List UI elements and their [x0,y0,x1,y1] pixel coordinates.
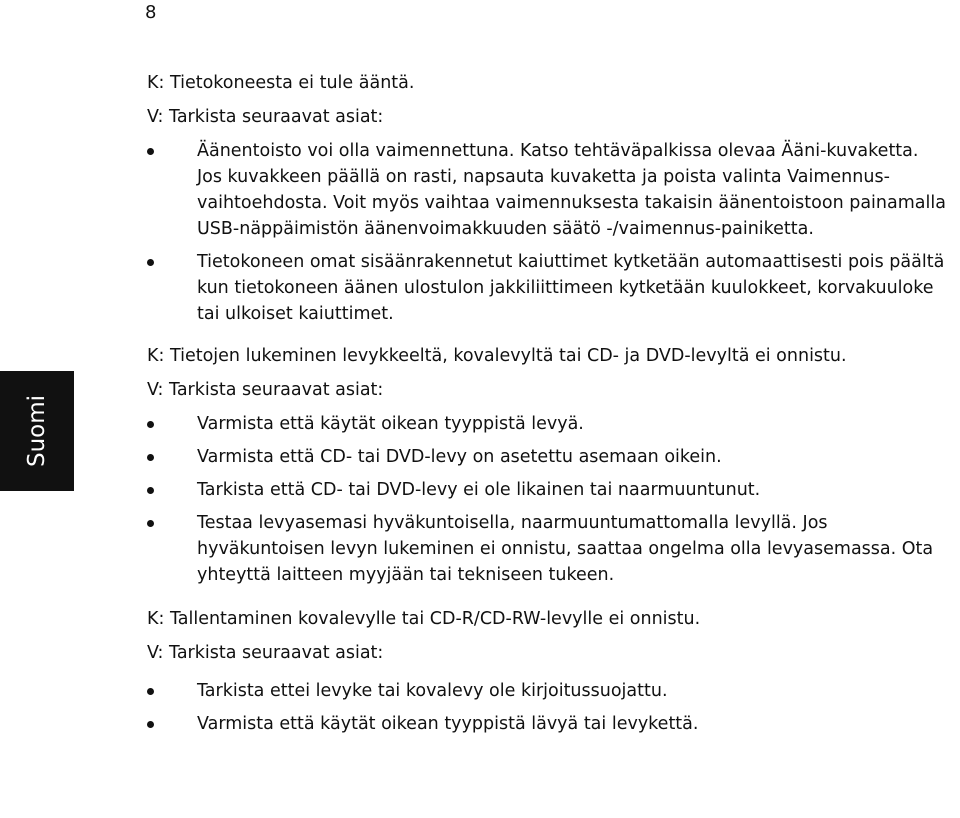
bullet-icon [147,454,154,461]
list-item-text: Testaa levyasemasi hyväkuntoisella, naarmuuntumattomalla levyllä. Jos hyväkuntoisen levyn lukeminen ei onnistu, saattaa ongelma olla levyasemassa. Ota yhteyttä laitteen myyjään tai tekniseen tukeen. [197,513,934,585]
bullet-list [147,138,947,327]
list-item [147,510,947,588]
list-item [147,411,947,437]
qa-section-sound [147,70,947,327]
list-item-text: Tietokoneen omat sisäänrakennetut kaiuttimet kytketään automaattisesti pois päältä kun tietokoneen äänen ulostulon jakkiliittimeen kytketään kuulokkeet, korvakuuloke tai ulkoiset kaiuttimet. [197,252,945,324]
bullet-icon [147,721,154,728]
list-item-text: Tarkista ettei levyke tai kovalevy ole kirjoitussuojattu. [197,681,668,701]
language-side-tab [0,371,74,491]
question [147,70,947,96]
bullet-list [147,411,947,588]
bullet-icon [147,520,154,527]
qa-section-disc-write [147,606,947,737]
bullet-icon [147,148,154,155]
answer [147,377,947,403]
list-item [147,711,947,737]
list-item-text: Varmista että CD- tai DVD-levy on asetettu asemaan oikein. [197,447,722,467]
question-prefix: K: [147,346,165,366]
question [147,606,947,632]
answer-text: Tarkista seuraavat asiat: [169,643,384,663]
answer-prefix: V: [147,107,164,127]
answer [147,104,947,130]
bullet-icon [147,421,154,428]
answer-prefix: V: [147,643,164,663]
list-item-text: Varmista että käytät oikean tyyppistä levyä. [197,414,584,434]
list-item [147,138,947,242]
question-text: Tietojen lukeminen levykkeeltä, kovalevyltä tai CD- ja DVD-levyltä ei onnistu. [169,346,847,366]
list-item-text-start: Äänentoisto voi olla vaimennettuna. Katso tehtäväpalkissa olevaa Ääni-kuvaketta. Jos kuvakkeen päällä on rasti, napsauta kuvaketta ja poista valinta [197,141,919,187]
answer-text: Tarkista seuraavat asiat: [169,380,384,400]
bullet-icon [147,259,154,266]
list-item [147,249,947,327]
question-prefix: K: [147,73,165,93]
bullet-list [147,678,947,737]
question-text: Tallentaminen kovalevylle tai CD-R/CD-RW-levylle ei onnistu. [169,609,701,629]
list-item [147,678,947,704]
troubleshooting-content [147,70,947,744]
list-item-text: Varmista että käytät oikean tyyppistä lävyä tai levykettä. [197,714,699,734]
qa-section-disc-read [147,343,947,588]
question [147,343,947,369]
answer-text: Tarkista seuraavat asiat: [169,107,384,127]
bullet-icon [147,487,154,494]
page-number: 8 [145,2,157,23]
question-prefix: K: [147,609,165,629]
answer [147,640,947,666]
list-item-text: Tarkista että CD- tai DVD-levy ei ole likainen tai naarmuuntunut. [197,480,761,500]
list-item-text-end: -vaihtoehdosta. Voit myös vaihtaa vaimennuksesta takaisin äänentoistoon painamalla USB-näppäimistön äänenvoimakkuuden säätö -/vaimennus-painiketta. [197,167,946,239]
list-item [147,477,947,503]
menu-option-name: Vaimennus [787,167,884,187]
question-text: Tietokoneesta ei tule ääntä. [169,73,415,93]
bullet-icon [147,688,154,695]
answer-prefix: V: [147,380,164,400]
list-item [147,444,947,470]
language-side-tab-label: Suomi [23,394,50,468]
